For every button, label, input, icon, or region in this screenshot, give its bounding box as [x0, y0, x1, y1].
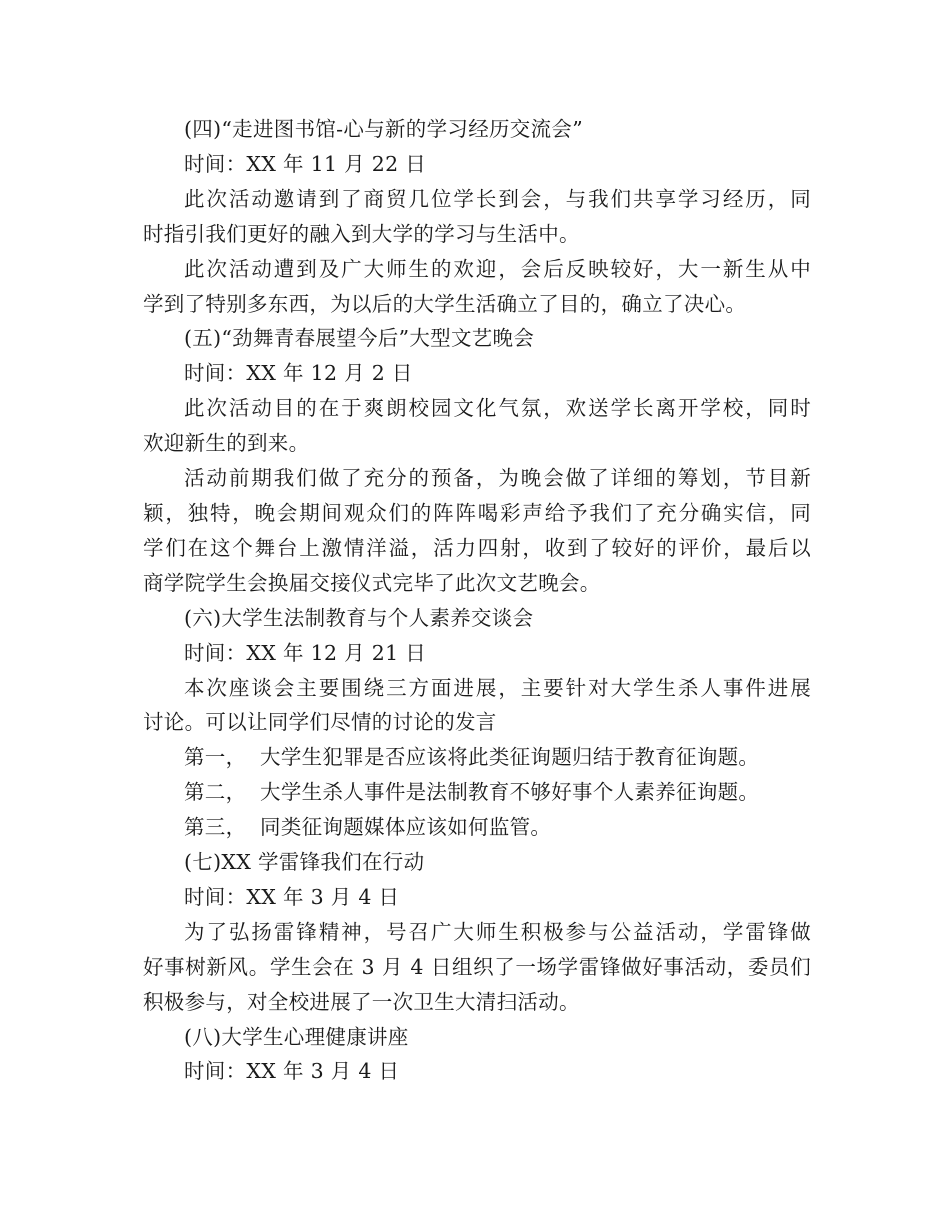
list-item-text: 第三， 同类征询题媒体应该如何监管。 — [184, 815, 552, 840]
paragraph-line: 积极参与，对全校进展了一次卫生大清扫活动。 — [143, 989, 580, 1014]
paragraph-line: 好事树新风。学生会在 3 月 4 日组织了一场学雷锋做好事活动，委员们 — [143, 954, 811, 979]
heading-text: (八)大学生心理健康讲座 — [184, 1024, 409, 1049]
date-line — [143, 1054, 811, 1089]
section-heading-8 — [143, 1020, 811, 1055]
date-line — [143, 636, 811, 671]
date-text: 时间：XX 年 12 月 2 日 — [184, 361, 413, 386]
paragraph — [143, 671, 811, 741]
date-text: 时间：XX 年 11 月 22 日 — [184, 151, 427, 176]
list-item-text: 第二， 大学生杀人事件是法制教育不够好事个人素养征询题。 — [184, 780, 760, 805]
paragraph — [143, 391, 811, 461]
paragraph — [143, 461, 811, 601]
section-heading-5 — [143, 321, 811, 356]
paragraph-line: 此次活动邀请到了商贸几位学长到会，与我们共享学习经历，同 — [184, 186, 811, 211]
section-heading-7 — [143, 845, 811, 880]
heading-text: (七)XX 学雷锋我们在行动 — [184, 850, 425, 875]
heading-text: (六)大学生法制教育与个人素养交谈会 — [184, 605, 534, 630]
list-item-third — [143, 810, 811, 845]
paragraph — [143, 252, 811, 322]
date-line — [143, 147, 811, 182]
list-item-second — [143, 775, 811, 810]
date-text: 时间：XX 年 12 月 21 日 — [184, 640, 427, 665]
paragraph — [143, 182, 811, 252]
paragraph-line: 欢迎新生的到来。 — [143, 431, 310, 456]
paragraph-line: 时指引我们更好的融入到大学的学习与生活中。 — [143, 221, 580, 246]
paragraph-line: 此次活动遭到及广大师生的欢迎，会后反映较好，大一新生从中 — [184, 256, 811, 281]
paragraph-line: 活动前期我们做了充分的预备，为晚会做了详细的筹划，节目新 — [184, 466, 811, 491]
paragraph-line: 颖，独特，晚会期间观众们的阵阵喝彩声给予我们了充分确实信，同 — [143, 500, 811, 525]
section-heading-6 — [143, 601, 811, 636]
paragraph-line: 学到了特别多东西，为以后的大学生活确立了目的，确立了决心。 — [143, 291, 747, 316]
date-text: 时间：XX 年 3 月 4 日 — [184, 884, 400, 909]
section-heading-4 — [143, 112, 811, 147]
paragraph — [143, 915, 811, 1020]
document-body — [143, 112, 811, 1089]
list-item-text: 第一， 大学生犯罪是否应该将此类征询题归结于教育征询题。 — [184, 745, 760, 770]
paragraph-line: 本次座谈会主要围绕三方面进展，主要针对大学生杀人事件进展 — [184, 675, 811, 700]
date-line — [143, 880, 811, 915]
paragraph-line: 学们在这个舞台上激情洋溢，活力四射，收到了较好的评价，最后以 — [143, 535, 811, 560]
paragraph-line: 讨论。可以让同学们尽情的讨论的发言 — [143, 710, 497, 735]
date-text: 时间：XX 年 3 月 4 日 — [184, 1059, 400, 1084]
paragraph-line: 此次活动目的在于爽朗校园文化气氛，欢送学长离开学校，同时 — [184, 396, 811, 421]
date-line — [143, 356, 811, 391]
list-item-first — [143, 740, 811, 775]
paragraph-line: 商学院学生会换届交接仪式完毕了此次文艺晚会。 — [143, 570, 601, 595]
heading-text: (四)“走进图书馆-心与新的学习经历交流会” — [184, 117, 583, 141]
heading-text: (五)“劲舞青春展望今后”大型文艺晚会 — [184, 326, 535, 351]
paragraph-line: 为了弘扬雷锋精神，号召广大师生积极参与公益活动，学雷锋做 — [184, 919, 811, 944]
